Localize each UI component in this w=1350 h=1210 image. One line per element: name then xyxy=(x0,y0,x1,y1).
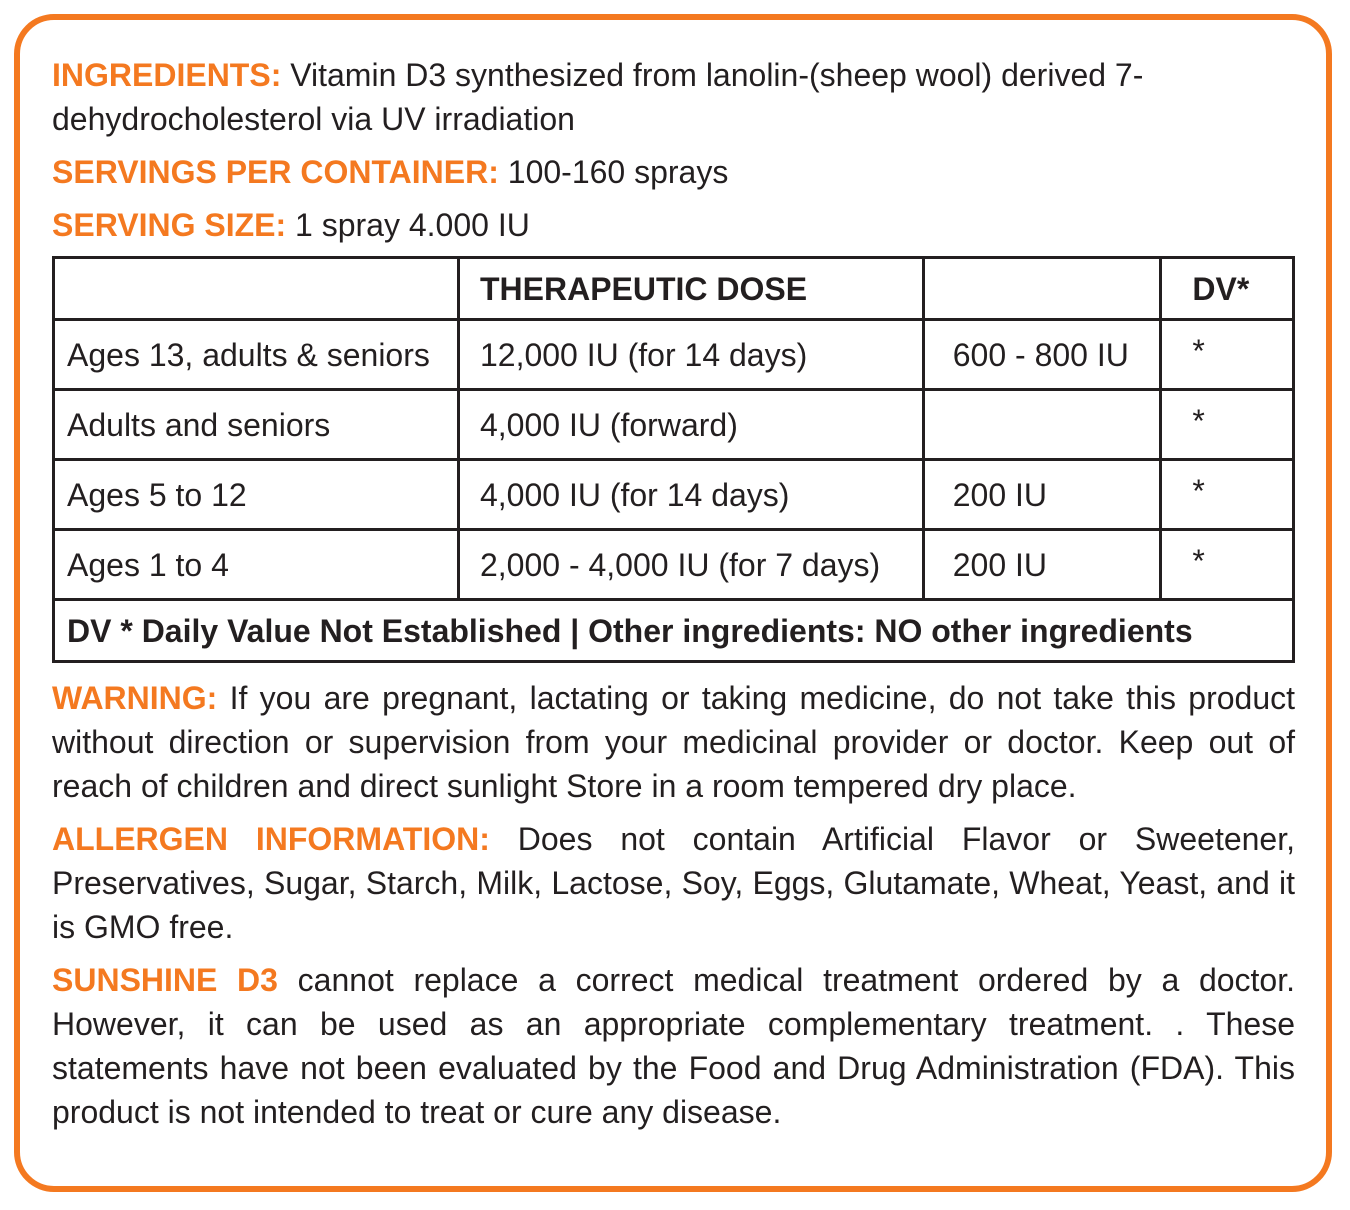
brand-name: SUNSHINE D3 xyxy=(52,962,278,998)
cell-group: Ages 13, adults & seniors xyxy=(54,320,459,390)
warning-heading: WARNING: xyxy=(52,680,218,716)
cell-daily xyxy=(923,390,1161,460)
disclaimer-section xyxy=(52,958,1295,1134)
cell-dv: * xyxy=(1161,390,1294,460)
ingredients-text: Vitamin D3 synthesized from lanolin-(sheep wool) derived 7-dehydrocholesterol via UV irradiation xyxy=(52,57,1144,137)
warning-text: If you are pregnant, lactating or taking medicine, do not take this product without direction or supervision from your medicinal provider or doctor. Keep out of reach of children and direct sunlight Store in a room tempered dry place. xyxy=(52,680,1296,804)
dose-table xyxy=(52,256,1295,663)
ingredients-heading: INGREDIENTS: xyxy=(52,57,282,93)
disclaimer-text: cannot replace a correct medical treatment ordered by a doctor. However, it can be used as an appropriate complementary treatment. . These statements have not been evaluated by the Food and Drug Administration (FDA). This product is not intended to treat or cure any disease. xyxy=(52,962,1296,1130)
cell-dv: * xyxy=(1161,530,1294,600)
table-row xyxy=(54,320,1294,390)
serving-size-text: 1 spray 4.000 IU xyxy=(295,207,530,243)
table-header-row xyxy=(54,258,1294,320)
servings-text: 100-160 sprays xyxy=(507,154,729,190)
allergen-heading: ALLERGEN INFORMATION: xyxy=(52,821,490,857)
table-row xyxy=(54,530,1294,600)
label-content xyxy=(52,53,1295,1134)
servings-section xyxy=(52,150,1295,194)
cell-dose: 4,000 IU (for 14 days) xyxy=(458,460,923,530)
header-cell-daily xyxy=(923,258,1161,320)
cell-daily: 200 IU xyxy=(923,460,1161,530)
cell-dose: 12,000 IU (for 14 days) xyxy=(458,320,923,390)
header-cell-group xyxy=(54,258,459,320)
allergen-section xyxy=(52,817,1295,949)
serving-size-section xyxy=(52,203,1295,247)
cell-dose: 4,000 IU (forward) xyxy=(458,390,923,460)
allergen-text: Does not contain Artificial Flavor or Sweetener, Preservatives, Sugar, Starch, Milk, Lactose, Soy, Eggs, Glutamate, Wheat, Yeast, and it is GMO free. xyxy=(52,821,1295,945)
cell-dv: * xyxy=(1161,320,1294,390)
warning-section xyxy=(52,676,1295,808)
cell-group: Ages 5 to 12 xyxy=(54,460,459,530)
ingredients-section xyxy=(52,53,1295,141)
cell-dose: 2,000 - 4,000 IU (for 7 days) xyxy=(458,530,923,600)
header-cell-dose: THERAPEUTIC DOSE xyxy=(458,258,923,320)
table-footnote: DV * Daily Value Not Established | Other ingredients: NO other ingredients xyxy=(54,600,1294,662)
servings-heading: SERVINGS PER CONTAINER: xyxy=(52,154,499,190)
header-cell-dv: DV* xyxy=(1161,258,1294,320)
cell-group: Adults and seniors xyxy=(54,390,459,460)
cell-dv: * xyxy=(1161,460,1294,530)
table-footnote-row xyxy=(54,600,1294,662)
cell-group: Ages 1 to 4 xyxy=(54,530,459,600)
table-row xyxy=(54,390,1294,460)
table-row xyxy=(54,460,1294,530)
cell-daily: 600 - 800 IU xyxy=(923,320,1161,390)
cell-daily: 200 IU xyxy=(923,530,1161,600)
serving-size-heading: SERVING SIZE: xyxy=(52,207,287,243)
